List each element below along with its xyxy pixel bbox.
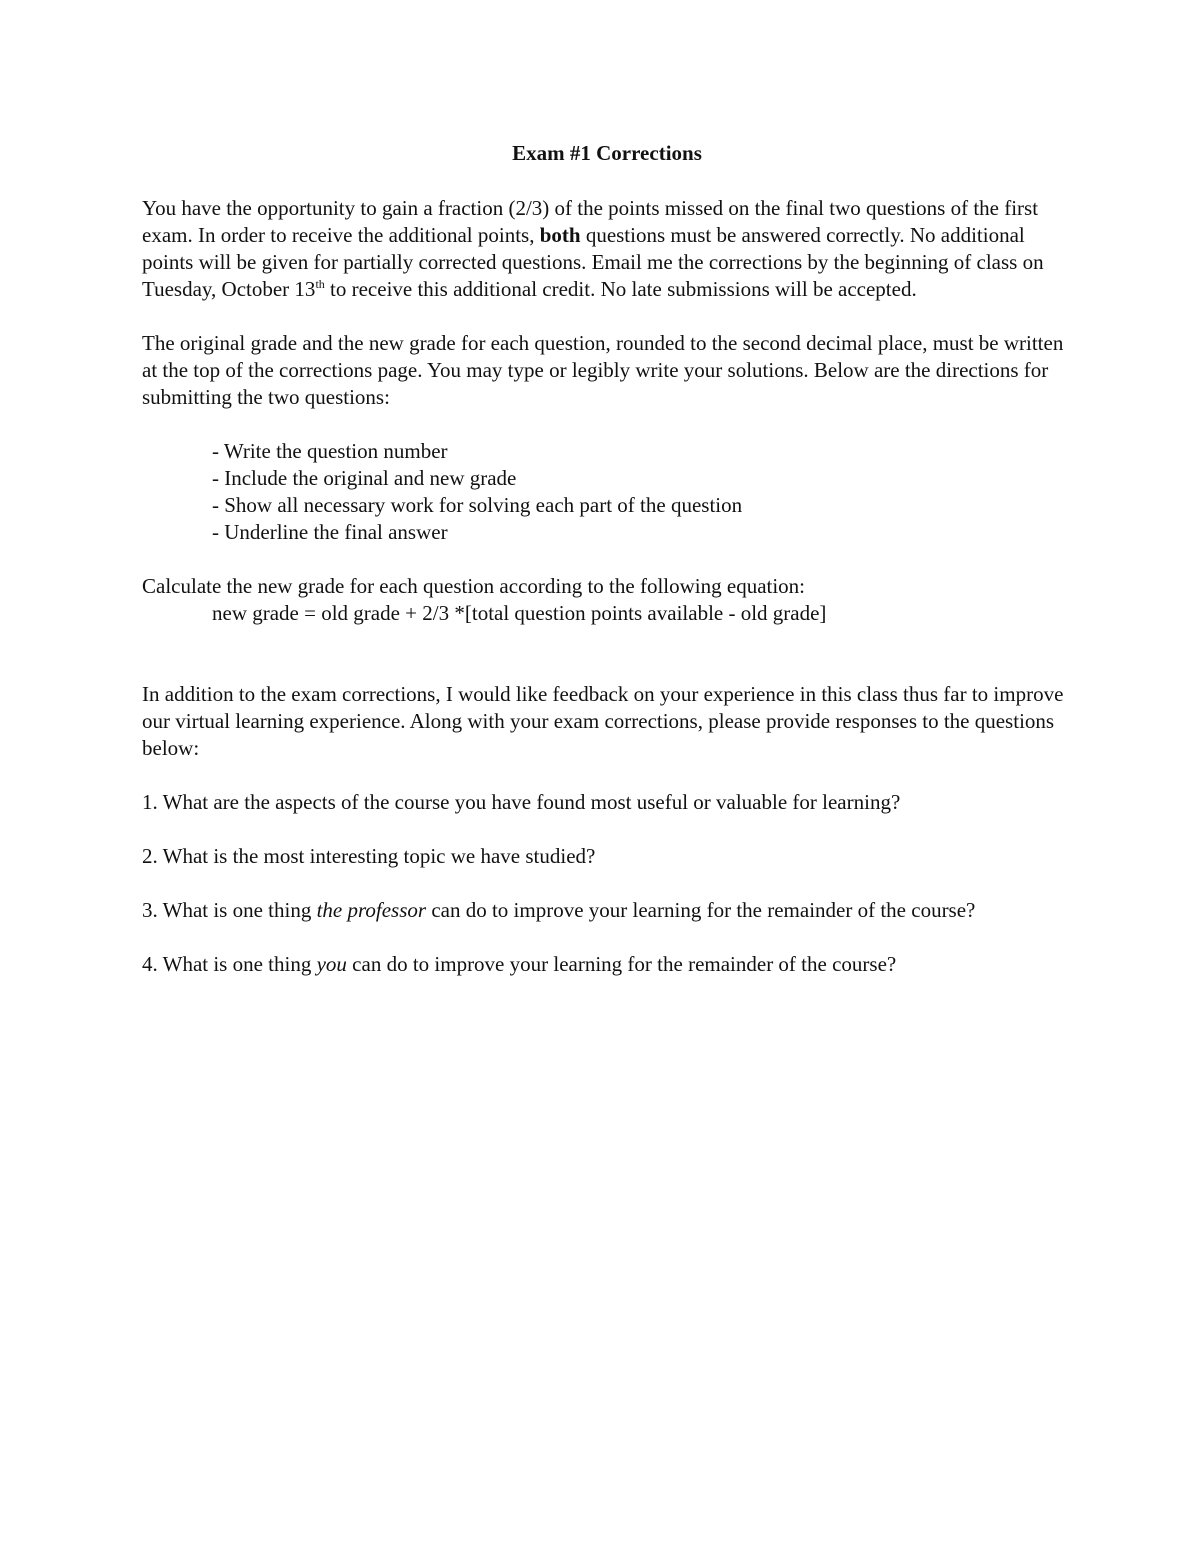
question-4-text-2: can do to improve your learning for the remainder of the course? (346, 952, 897, 976)
list-item: - Underline the final answer (212, 520, 448, 544)
document-title: Exam #1 Corrections (512, 141, 702, 165)
instructions-text-1: You have the opportunity to gain a fraction (2/3) of the points missed on the final two questions of the first exam. In order to receive the additional points, (142, 196, 1039, 247)
instructions-text-2: questions must be answered correctly. No additional points will be given for partially corrected questions. Email me the corrections by the beginning of class on Tuesday, October 13 (142, 223, 1044, 301)
question-4-text-1: 4. What is one thing (142, 952, 317, 976)
list-item: - Show all necessary work for solving each part of the question (212, 493, 743, 517)
question-2: 2. What is the most interesting topic we have studied? (142, 844, 596, 868)
question-1: 1. What are the aspects of the course you have found most useful or valuable for learning? (142, 790, 901, 814)
list-item: - Write the question number (212, 439, 448, 463)
directions-list (142, 438, 1072, 546)
ordinal-suffix: th (315, 277, 325, 291)
instructions-text-3: to receive this additional credit. No late submissions will be accepted. (324, 277, 917, 301)
question-3-text-2: can do to improve your learning for the remainder of the course? (426, 898, 976, 922)
grading-paragraph: The original grade and the new grade for each question, rounded to the second decimal place, must be written at the top of the corrections page. You may type or legibly write your solutions. Below are the directions for submitting the two questions: (142, 331, 1064, 409)
feedback-questions (142, 789, 1072, 978)
question-3-emphasis: the professor (316, 898, 427, 922)
question-4-emphasis: you (316, 952, 347, 976)
emphasis-both: both (539, 223, 581, 247)
question-3-text-1: 3. What is one thing (142, 898, 317, 922)
question-4 (142, 951, 1072, 978)
calculation-intro: Calculate the new grade for each question according to the following equation: (142, 574, 806, 598)
list-item: - Include the original and new grade (212, 466, 517, 490)
instructions-paragraph (142, 195, 1072, 303)
question-3 (142, 897, 1072, 924)
grade-equation: new grade = old grade + 2/3 *[total question points available - old grade] (212, 601, 827, 625)
feedback-paragraph: In addition to the exam corrections, I would like feedback on your experience in this class thus far to improve our virtual learning experience. Along with your exam corrections, please provide responses to the questions below: (142, 682, 1064, 760)
document-content (142, 140, 1072, 1005)
